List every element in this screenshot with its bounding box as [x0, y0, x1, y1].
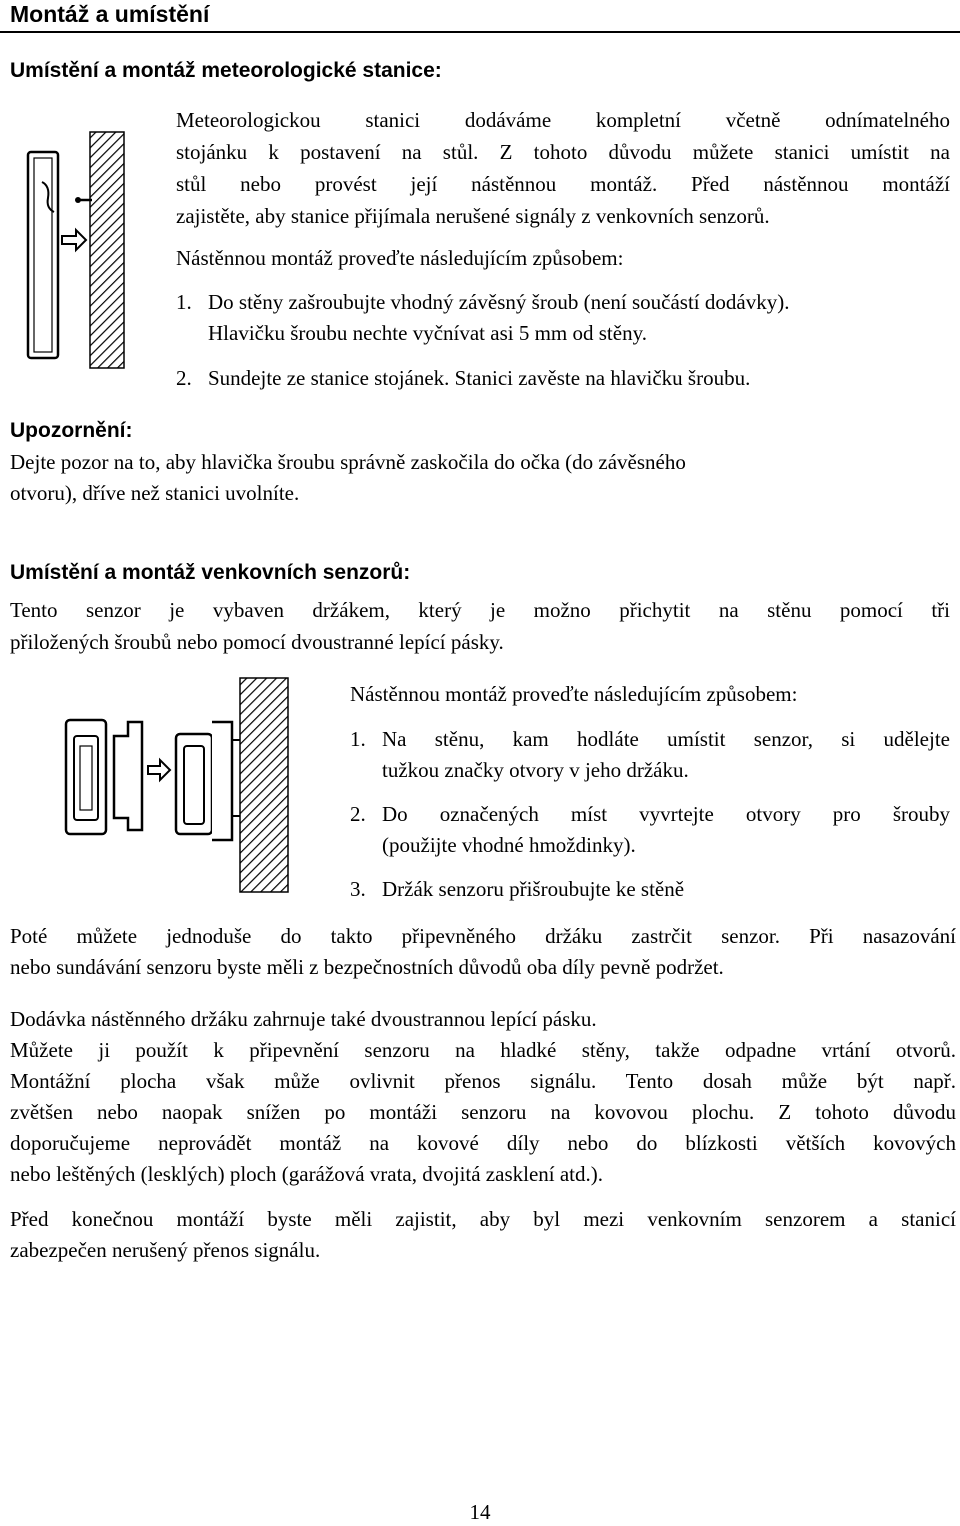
intro-line: stůl nebo provést její nástěnnou montáž. Před nástěnnou montáží	[176, 172, 950, 196]
paragraph-line: zabezpečen nerušený přenos signálu.	[10, 1238, 321, 1262]
intro-line: Meteorologickou stanici dodáváme kompletní včetně odnímatelného	[176, 108, 950, 132]
page-number: 14	[469, 1500, 491, 1524]
section2-heading: Umístění a montáž venkovních senzorů:	[10, 561, 411, 584]
step-text: Držák senzoru přišroubujte ke stěně	[382, 877, 685, 901]
page-title: Montáž a umístění	[10, 1, 210, 27]
section2-intro-line: přiložených šroubů nebo pomocí dvoustranné lepící pásky.	[10, 630, 504, 654]
paragraph-line: nebo sundávání senzoru byste měli z bezpečnostních důvodů oba díly pevně podržet.	[10, 955, 724, 979]
step-text: Na stěnu, kam hodláte umístit senzor, si udělejte	[382, 727, 950, 751]
paragraph-line: Před konečnou montáží byste měli zajistit, aby byl mezi venkovním senzorem a stanicí	[10, 1207, 956, 1231]
step-text: (použijte vhodné hmoždinky).	[382, 833, 636, 857]
step-number: 3.	[350, 877, 366, 901]
paragraph-line: Poté můžete jednoduše do takto připevněného držáku zastrčit senzor. Při nasazování	[10, 924, 956, 948]
paragraph-line: zvětšen nebo naopak snížen po montáži senzoru na kovovou plochu. Z tohoto důvodu	[10, 1100, 956, 1124]
paragraph-line: doporučujeme neprovádět montáž na kovové díly nebo do blízkosti větších kovových	[10, 1131, 956, 1155]
section1-heading: Umístění a montáž meteorologické stanice:	[10, 59, 442, 82]
sensor-holder-illustration	[60, 676, 300, 896]
intro-line: zajistěte, aby stanice přijímala nerušené signály z venkovních senzorů.	[176, 204, 770, 228]
step-number: 1.	[176, 290, 192, 314]
step-text: Do označených míst vyvrtejte otvory pro šrouby	[382, 802, 950, 826]
intro-line: stojánku k postavení na stůl. Z tohoto důvodu můžete stanici umístit na	[176, 140, 950, 164]
step-number: 2.	[176, 366, 192, 390]
step-text: Sundejte ze stanice stojánek. Stanici zavěste na hlavičku šroubu.	[208, 366, 751, 390]
section1-instruction: Nástěnnou montáž proveďte následujícím způsobem:	[176, 246, 624, 270]
section2-instruction: Nástěnnou montáž proveďte následujícím způsobem:	[350, 682, 798, 706]
paragraph-line: Můžete ji použít k připevnění senzoru na hladké stěny, takže odpadne vrtání otvorů.	[10, 1038, 956, 1062]
title-divider	[0, 31, 960, 33]
warning-label: Upozornění:	[10, 419, 133, 442]
paragraph-line: Montážní plocha však může ovlivnit přenos signálu. Tento dosah může být např.	[10, 1069, 956, 1093]
step-text: Hlavičku šroubu nechte vyčnívat asi 5 mm od stěny.	[208, 321, 647, 345]
paragraph-line: nebo leštěných (lesklých) ploch (garážová vrata, dvojitá zasklení atd.).	[10, 1162, 604, 1186]
step-number: 1.	[350, 727, 366, 751]
warning-line: Dejte pozor na to, aby hlavička šroubu správně zaskočila do očka (do závěsného	[10, 450, 686, 474]
wall-mount-station-illustration	[18, 130, 128, 370]
warning-line: otvoru), dříve než stanici uvolníte.	[10, 481, 300, 505]
paragraph-line: Dodávka nástěnného držáku zahrnuje také dvoustrannou lepící pásku.	[10, 1007, 597, 1031]
step-number: 2.	[350, 802, 366, 826]
step-text: Do stěny zašroubujte vhodný závěsný šroub (není součástí dodávky).	[208, 290, 790, 314]
section2-intro-line: Tento senzor je vybaven držákem, který je možno přichytit na stěnu pomocí tři	[10, 598, 950, 622]
step-text: tužkou značky otvory v jeho držáku.	[382, 758, 689, 782]
